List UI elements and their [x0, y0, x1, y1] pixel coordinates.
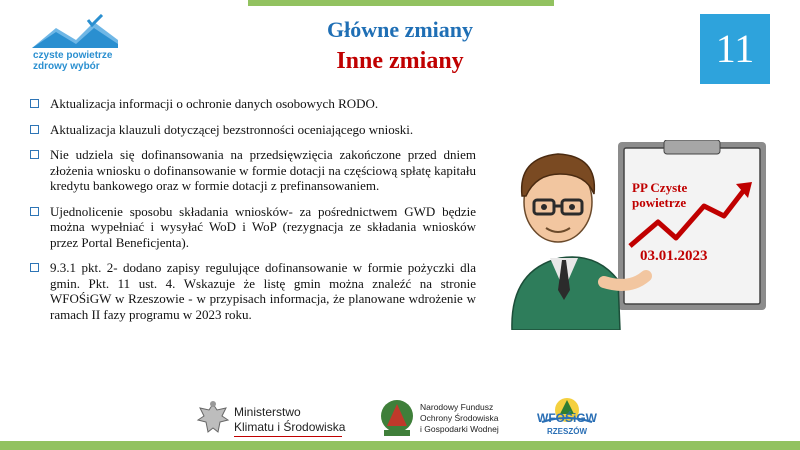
checkbox-bullet-icon — [30, 207, 39, 216]
tree-emblem-icon — [380, 398, 414, 438]
bullet-item — [30, 122, 476, 138]
ministry-underline — [234, 436, 342, 437]
logo-text-line2: zdrowy wybór — [33, 61, 100, 72]
bullet-item — [30, 260, 476, 322]
bullet-text: Nie udziela się dofinansowania na przedsięwzięcia zakończone przed dniem złożenia wniosku o dofinansowanie w formie dotacji na częściową spłatę kapitału kredytu bankowego oraz w formie dotacji z prefinansowaniem. — [50, 147, 476, 193]
bullet-item — [30, 204, 476, 251]
bullet-item — [30, 147, 476, 194]
board-date: 03.01.2023 — [640, 248, 708, 264]
page-subtitle: Inne zmiany — [336, 48, 464, 74]
ministry-name-line2: Klimatu i Środowiska — [234, 420, 346, 434]
logo-text-line1: czyste powietrze — [33, 50, 113, 61]
checkbox-bullet-icon — [30, 99, 39, 108]
bullet-list — [30, 96, 476, 332]
bullet-text: Aktualizacja informacji o ochronie danych osobowych RODO. — [50, 96, 379, 111]
wfos-city: RZESZÓW — [547, 427, 587, 436]
bullet-item — [30, 96, 476, 112]
fund-name-line3: i Gospodarki Wodnej — [420, 424, 499, 434]
checkbox-bullet-icon — [30, 150, 39, 159]
bullet-text: Aktualizacja klauzuli dotyczącej bezstronności oceniającego wnioski. — [50, 121, 414, 137]
fund-name-line2: Ochrony Środowiska — [420, 413, 499, 423]
wfosigw-logo — [522, 396, 612, 440]
nfosigw-logo — [380, 398, 520, 440]
ministry-logo — [196, 400, 356, 440]
page-title: Główne zmiany — [326, 17, 474, 42]
bottom-accent-bar — [0, 441, 800, 450]
bullet-text: 9.3.1 pkt. 2- dodano zapisy regulujące dofinansowanie w formie pożyczki dla gmin. Pkt. 11 ust. 4. Wskazuje że listę gmin można znaleźć na stronie WFOŚiGW w Rzeszowie - w przypisach informacja, że planowane wdrożenie w ramach II fazy programu w 2023 roku. — [50, 260, 476, 322]
page-number-badge: 11 — [700, 14, 770, 84]
board-label-line1: PP Czyste — [632, 180, 688, 195]
presenter-illustration — [500, 140, 772, 330]
bullet-text: Ujednolicenie sposobu składania wniosków- za pośrednictwem GWD będzie można wypełniać i wysyłać WoD i WoP (rezygnacja ze składania wniosków przez Portal Beneficjenta). — [50, 203, 476, 250]
checkbox-bullet-icon — [30, 125, 39, 134]
wfos-name: WFOŚiGW — [537, 411, 597, 425]
checkbox-bullet-icon — [30, 263, 39, 272]
fund-name-line1: Narodowy Fundusz — [420, 402, 494, 412]
top-accent-bar — [248, 0, 554, 6]
presenter-with-board-icon — [500, 140, 772, 330]
eagle-emblem-icon — [196, 400, 230, 438]
ministry-name-line1: Ministerstwo — [234, 405, 301, 419]
board-label-line2: powietrze — [632, 195, 687, 210]
